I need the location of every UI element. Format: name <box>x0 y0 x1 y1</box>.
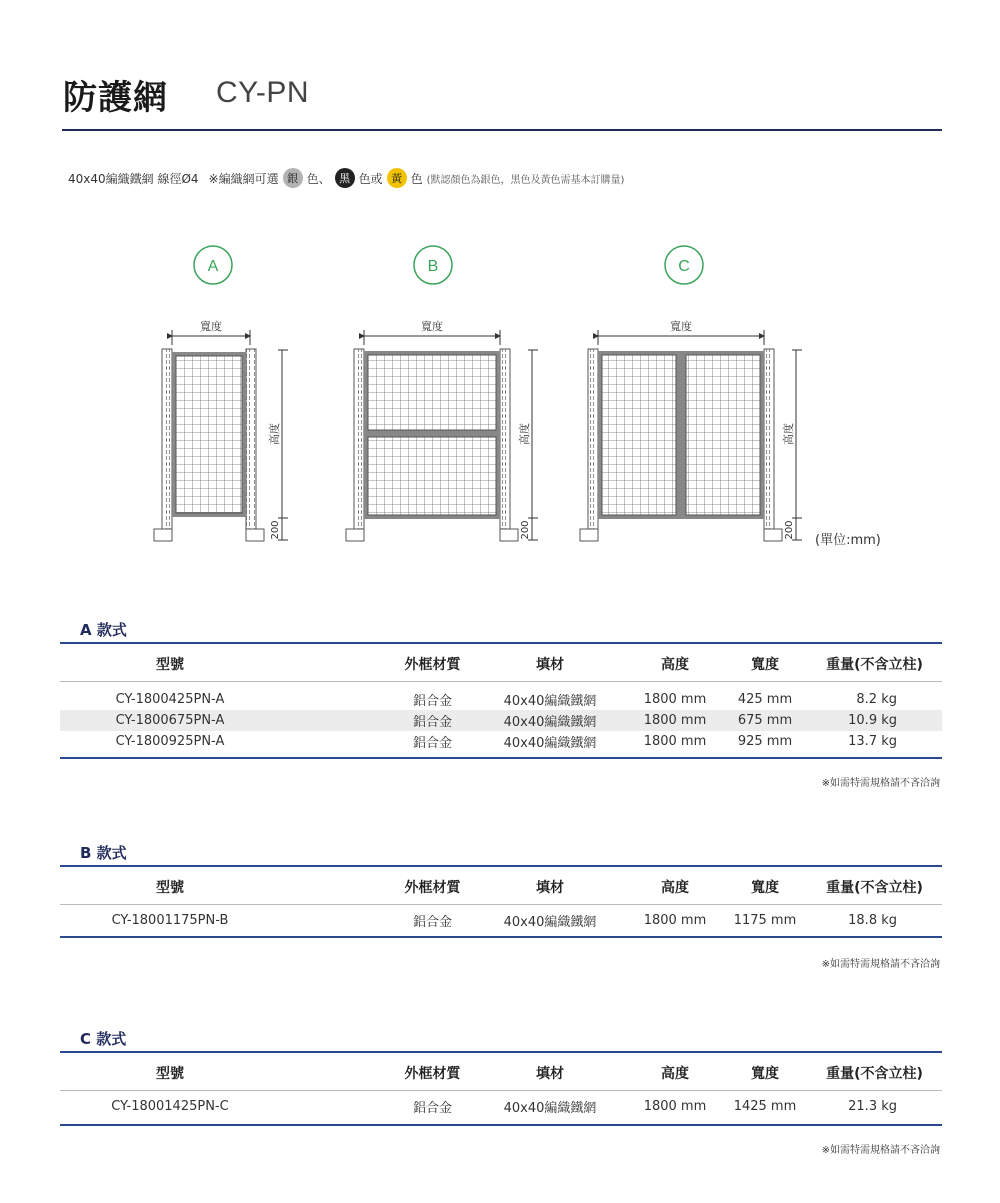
panel-diagrams <box>0 0 1000 600</box>
diagram-label-b: B <box>427 258 439 275</box>
cell-weight: 13.7 kg <box>848 734 897 749</box>
cell-model: CY-1800675PN-A <box>115 713 225 728</box>
section-title-a: A 款式 <box>80 621 127 639</box>
section-rule <box>60 865 942 867</box>
cell-height: 1800 mm <box>643 713 707 728</box>
cell-weight: 21.3 kg <box>848 1099 897 1114</box>
cell-frame: 鋁合金 <box>412 1101 452 1116</box>
col-weight: 重量(不含立柱) <box>826 657 923 673</box>
cell-weight: 18.8 kg <box>848 913 897 928</box>
col-frame: 外框材質 <box>404 657 461 673</box>
section-rule <box>60 936 942 938</box>
custom-note: ※如需特需規格請不吝洽詢 <box>821 959 940 970</box>
cell-model: CY-18001425PN-C <box>111 1099 229 1114</box>
silver-swatch: 銀 <box>283 168 303 188</box>
cell-fill: 40x40編織鐵網 <box>503 915 597 930</box>
table-header <box>60 874 942 900</box>
cell-weight: 10.9 kg <box>848 713 897 728</box>
col-fill: 填材 <box>536 657 564 673</box>
cell-height: 1800 mm <box>643 913 707 928</box>
col-height: 高度 <box>661 1066 689 1082</box>
cell-frame: 鋁合金 <box>412 694 452 709</box>
cell-frame: 鋁合金 <box>412 736 452 751</box>
col-weight: 重量(不含立柱) <box>826 1066 923 1082</box>
diagram-label-a: A <box>207 258 219 275</box>
col-model: 型號 <box>156 1066 184 1082</box>
base-label: 200 <box>784 520 795 540</box>
table-row <box>60 731 942 752</box>
col-weight: 重量(不含立柱) <box>826 880 923 896</box>
cell-frame: 鋁合金 <box>412 915 452 930</box>
yellow-swatch: 黃 <box>387 168 407 188</box>
color-word: 色、 <box>306 171 331 186</box>
cell-height: 1800 mm <box>643 734 707 749</box>
color-word: 色或 <box>358 171 383 186</box>
base-label: 200 <box>270 520 281 540</box>
section-rule <box>60 1051 942 1053</box>
width-label: 寬度 <box>200 320 222 333</box>
cell-fill: 40x40編織鐵網 <box>503 694 597 709</box>
cell-height: 1800 mm <box>643 1099 707 1114</box>
custom-note: ※如需特需規格請不吝洽詢 <box>821 778 940 789</box>
model-code: CY-PN <box>216 76 310 109</box>
diagram-c <box>580 246 802 541</box>
table-header <box>60 1060 942 1086</box>
width-label: 寬度 <box>670 320 692 333</box>
cell-width: 425 mm <box>737 692 793 707</box>
height-label: 高度 <box>518 423 531 445</box>
section-title-b: B 款式 <box>80 844 127 862</box>
col-width: 寬度 <box>751 657 779 673</box>
cell-fill: 40x40編織鐵網 <box>503 736 597 751</box>
cell-fill: 40x40編織鐵網 <box>503 715 597 730</box>
col-height: 高度 <box>661 880 689 896</box>
color-note: (默認顏色為銀色，黑色及黃色需基本訂購量) <box>426 174 625 186</box>
header-rule <box>60 1090 942 1091</box>
table-row <box>60 1096 942 1117</box>
cell-fill: 40x40編織鐵網 <box>503 1101 597 1116</box>
cell-model: CY-18001175PN-B <box>111 913 229 928</box>
col-model: 型號 <box>156 880 184 896</box>
col-model: 型號 <box>156 657 184 673</box>
width-label: 寬度 <box>421 320 443 333</box>
header-rule <box>60 904 942 905</box>
cell-height: 1800 mm <box>643 692 707 707</box>
section-rule <box>60 757 942 759</box>
col-width: 寬度 <box>751 880 779 896</box>
mesh-spec: 40x40編織鐵網 線徑Ø4 <box>68 171 199 186</box>
section-title-c: C 款式 <box>80 1030 127 1048</box>
cell-model: CY-1800925PN-A <box>115 734 225 749</box>
diagram-label-c: C <box>678 258 690 275</box>
color-word: 色 <box>410 171 423 186</box>
col-height: 高度 <box>661 657 689 673</box>
table-row <box>60 689 942 710</box>
page-title: 防護網 <box>63 78 168 118</box>
cell-width: 925 mm <box>737 734 793 749</box>
cell-width: 1425 mm <box>733 1099 797 1114</box>
table-row <box>60 910 942 931</box>
cell-frame: 鋁合金 <box>412 715 452 730</box>
height-label: 高度 <box>782 423 795 445</box>
col-fill: 填材 <box>536 880 564 896</box>
color-prefix: ※編織網可選 <box>208 171 279 186</box>
cell-width: 675 mm <box>737 713 793 728</box>
col-frame: 外框材質 <box>404 1066 461 1082</box>
custom-note: ※如需特需規格請不吝洽詢 <box>821 1145 940 1156</box>
cell-weight: 8.2 kg <box>856 692 897 707</box>
cell-model: CY-1800425PN-A <box>115 692 225 707</box>
section-rule <box>60 1124 942 1126</box>
section-rule <box>60 642 942 644</box>
cell-width: 1175 mm <box>733 913 797 928</box>
table-header <box>60 651 942 677</box>
col-frame: 外框材質 <box>404 880 461 896</box>
header-rule <box>60 681 942 682</box>
table-row <box>60 710 942 731</box>
base-label: 200 <box>520 520 531 540</box>
diagram-b <box>346 246 538 541</box>
diagram-a <box>154 246 288 541</box>
black-swatch: 黑 <box>335 168 355 188</box>
col-fill: 填材 <box>536 1066 564 1082</box>
unit-label: (單位:mm) <box>815 533 881 548</box>
height-label: 高度 <box>268 423 281 445</box>
col-width: 寬度 <box>751 1066 779 1082</box>
